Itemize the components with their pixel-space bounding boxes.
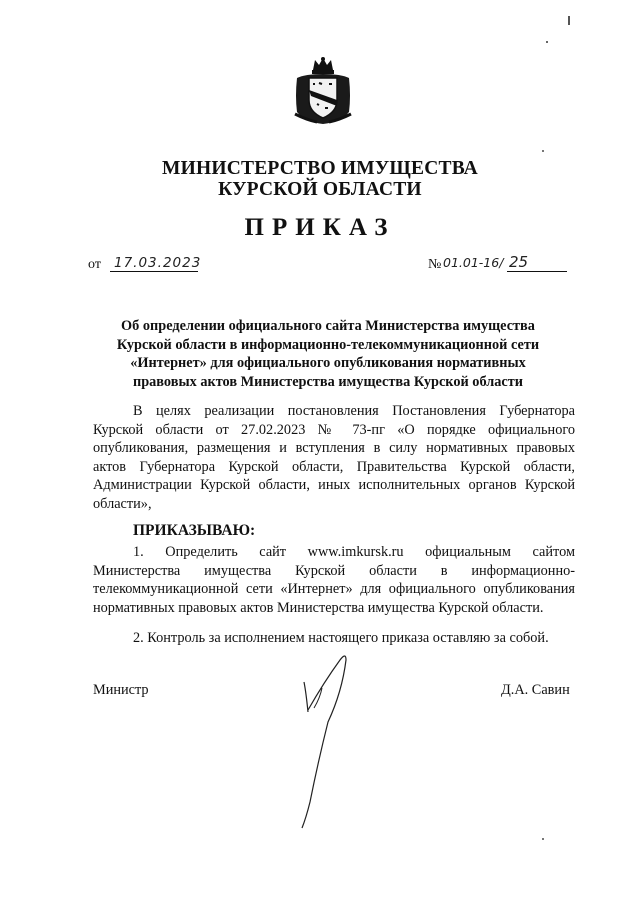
subject-line-3: «Интернет» для официального опубликования нормативных: [130, 355, 526, 371]
order-date: 17.03.2023: [110, 255, 198, 272]
scan-speck: [542, 150, 544, 152]
order-number: 01.01-16/: [443, 255, 504, 270]
date-prefix: от: [88, 257, 101, 272]
signatory-name: Д.А. Савин: [501, 682, 570, 698]
order-number-suffix: 25: [507, 253, 567, 272]
ministry-line-2: КУРСКОЙ ОБЛАСТИ: [218, 179, 422, 200]
subject-line-4: правовых актов Министерства имущества Курской области: [132, 373, 524, 390]
signature-image: [294, 652, 362, 832]
subject-line-2: Курской области в информационно-телекоммуникационной сети: [116, 336, 540, 353]
preamble-paragraph: В целях реализации постановления Постановления Губернатора Курской области от 27.02.2023 № 73-пг «О порядке официального опубликования, размещения и вступления в силу нормативных правовых актов Губернатора Курской области, Правительства Курской области, Администрации Курской области, иных исполнительных органов Курской области»,: [93, 403, 575, 512]
scan-speck: [568, 16, 570, 25]
number-prefix: №: [428, 257, 442, 272]
ministry-line-1: МИНИСТЕРСТВО ИМУЩЕСТВА: [162, 158, 478, 179]
signatory-role: Министр: [93, 682, 149, 698]
subject-line-1: Об определении официального сайта Министерства имущества: [121, 318, 535, 334]
order-item-2: 2. Контроль за исполнением настоящего приказа оставляю за собой.: [133, 630, 549, 646]
order-subject: [88, 317, 568, 391]
ministry-name: [0, 158, 640, 200]
coat-of-arms-icon: [291, 56, 355, 126]
orders-heading: ПРИКАЗЫВАЮ:: [133, 522, 256, 539]
order-title: ПРИКАЗ: [244, 214, 396, 241]
scan-speck: [546, 41, 548, 43]
date-number-row: [88, 253, 568, 278]
scan-speck: [542, 838, 544, 840]
order-item-1: 1. Определить сайт www.imkursk.ru официальным сайтом Министерства имущества Курской области в информационно-телекоммуникационной сети «Интернет» для официального опубликования нормативных правовых актов Министерства имущества Курской области.: [93, 544, 575, 616]
